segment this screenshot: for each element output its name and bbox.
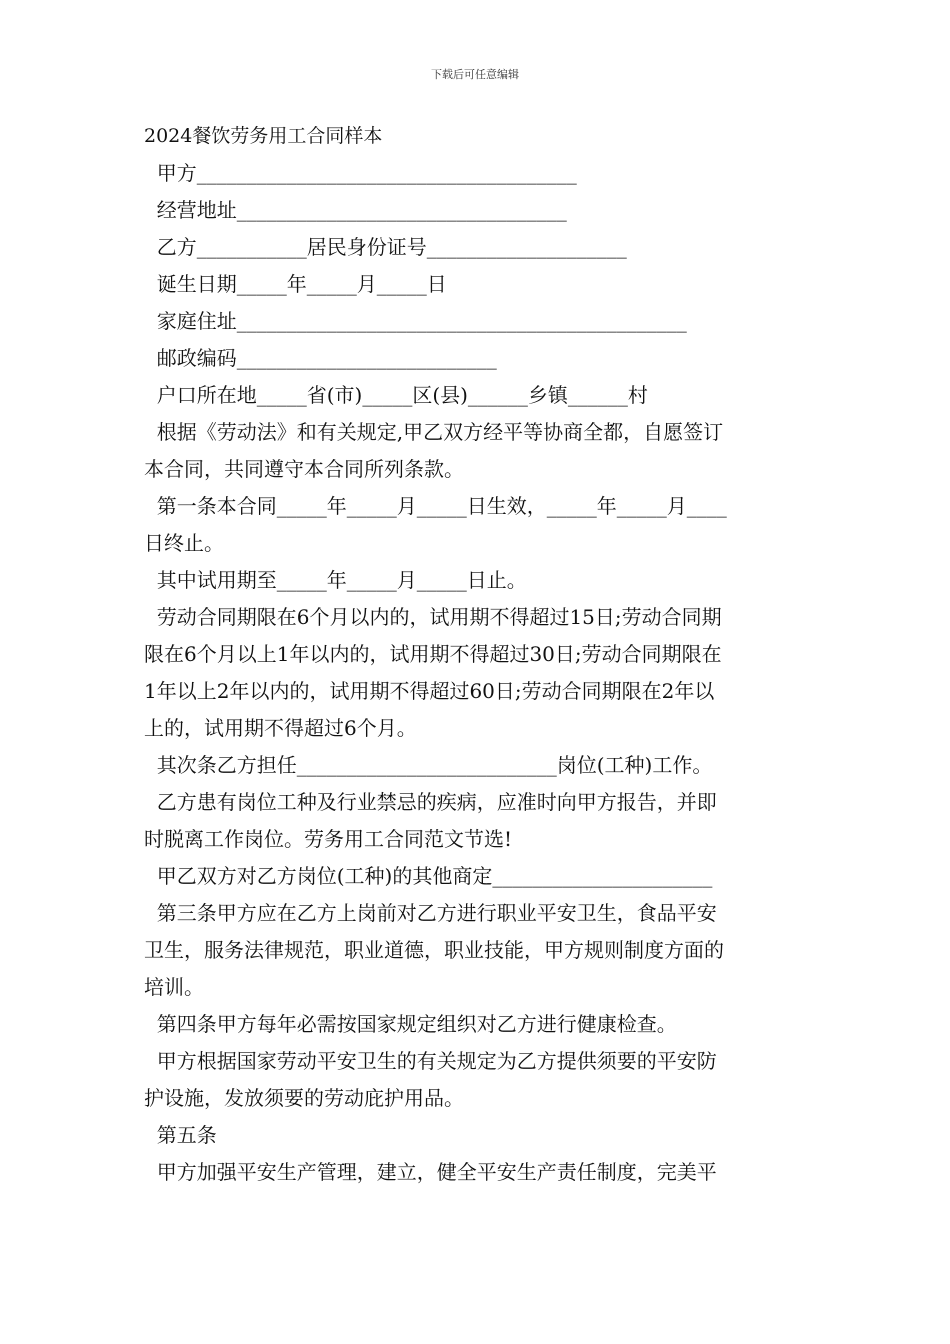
text-line: 其次条乙方担任__________________________岗位(工种)工作。: [144, 753, 713, 777]
text-line: 乙方患有岗位工种及行业禁忌的疾病，应准时向甲方报告，并即: [144, 790, 717, 814]
text-line: 邮政编码__________________________: [144, 346, 497, 370]
text-line: 第三条甲方应在乙方上岗前对乙方进行职业平安卫生，食品平安: [144, 901, 717, 925]
document-body: [144, 118, 810, 1191]
document-title: 2024餐饮劳务用工合同样本: [144, 125, 383, 147]
text-line: 日终止。: [144, 531, 224, 555]
text-line: 甲方根据国家劳动平安卫生的有关规定为乙方提供须要的平安防: [144, 1049, 717, 1073]
text-line: 经营地址_________________________________: [144, 198, 567, 222]
text-line: 限在6个月以上1年以内的，试用期不得超过30日;劳动合同期限在: [144, 642, 722, 666]
text-line: 劳动合同期限在6个月以内的，试用期不得超过15日;劳动合同期: [144, 605, 722, 629]
text-line: 户口所在地_____省(市)_____区(县)______乡镇______村: [144, 383, 648, 407]
text-line: 上的，试用期不得超过6个月。: [144, 716, 417, 740]
header-note: 下载后可任意编辑: [431, 68, 519, 81]
text-line: 本合同，共同遵守本合同所列条款。: [144, 457, 464, 481]
text-line: 护设施，发放须要的劳动庇护用品。: [144, 1086, 464, 1110]
text-line: 第五条: [144, 1123, 217, 1147]
text-line: 培训。: [144, 975, 204, 999]
text-line: 甲乙双方对乙方岗位(工种)的其他商定______________________: [144, 864, 713, 888]
text-line: 时脱离工作岗位。劳务用工合同范文节选!: [144, 827, 513, 851]
text-line: 甲方______________________________________: [144, 161, 577, 185]
text-line: 第四条甲方每年必需按国家规定组织对乙方进行健康检查。: [144, 1012, 677, 1036]
text-line: 根据《劳动法》和有关规定,甲乙双方经平等协商全都，自愿签订: [144, 420, 724, 444]
text-line: 卫生，服务法律规范，职业道德，职业技能，甲方规则制度方面的: [144, 938, 724, 962]
text-line: 1年以上2年以内的，试用期不得超过60日;劳动合同期限在2年以: [144, 679, 715, 703]
text-line: 甲方加强平安生产管理，建立，健全平安生产责任制度，完美平: [144, 1160, 717, 1184]
text-line: 乙方___________居民身份证号____________________: [144, 235, 627, 259]
text-line: 家庭住址_____________________________________________: [144, 309, 687, 333]
text-line: 第一条本合同_____年_____月_____日生效，_____年_____月____: [144, 494, 727, 518]
text-line: 其中试用期至_____年_____月_____日止。: [144, 568, 527, 592]
text-line: 诞生日期_____年_____月_____日: [144, 272, 447, 296]
